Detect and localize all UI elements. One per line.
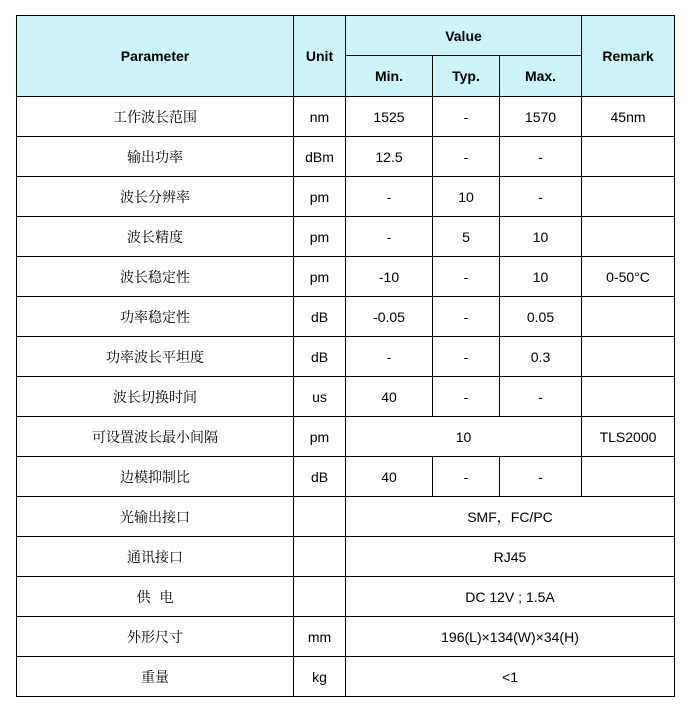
param-cell: 功率稳定性 [17,297,294,337]
header-value: Value [346,16,582,56]
min-cell: - [346,217,433,257]
table-row [17,377,675,417]
unit-cell [294,497,346,537]
unit-cell: dB [294,337,346,377]
table-row [17,257,675,297]
remark-cell [582,457,675,497]
unit-cell: mm [294,617,346,657]
unit-cell: pm [294,257,346,297]
table-row [17,337,675,377]
table-row [17,217,675,257]
table-row [17,137,675,177]
remark-cell [582,177,675,217]
param-cell: 输出功率 [17,137,294,177]
table-row [17,417,675,457]
min-cell: - [346,337,433,377]
table-row [17,297,675,337]
param-cell: 工作波长范围 [17,97,294,137]
unit-cell: kg [294,657,346,697]
value-cell: <1 [346,657,675,697]
min-cell: - [346,177,433,217]
header-remark: Remark [582,16,675,97]
max-cell: 0.3 [500,337,582,377]
max-cell: - [500,377,582,417]
table-row [17,577,675,617]
param-cell: 光输出接口 [17,497,294,537]
spec-table [16,15,675,697]
remark-cell [582,297,675,337]
unit-cell: nm [294,97,346,137]
unit-cell [294,537,346,577]
param-cell: 重量 [17,657,294,697]
table-row [17,457,675,497]
unit-cell: pm [294,417,346,457]
value-cell: 196(L)×134(W)×34(H) [346,617,675,657]
max-cell: - [500,177,582,217]
remark-cell [582,137,675,177]
min-cell: -0.05 [346,297,433,337]
remark-cell [582,217,675,257]
unit-cell: pm [294,177,346,217]
unit-cell: pm [294,217,346,257]
unit-cell: dB [294,457,346,497]
param-cell: 边模抑制比 [17,457,294,497]
typ-cell: 5 [433,217,500,257]
param-cell: 波长精度 [17,217,294,257]
table-row [17,497,675,537]
unit-cell: dBm [294,137,346,177]
max-cell: 10 [500,257,582,297]
param-cell: 波长切换时间 [17,377,294,417]
header-typ: Typ. [433,56,500,97]
table-row [17,657,675,697]
min-cell: 1525 [346,97,433,137]
table-row [17,97,675,137]
header-unit: Unit [294,16,346,97]
typ-cell: 10 [433,177,500,217]
remark-cell [582,337,675,377]
table-row [17,177,675,217]
max-cell: 10 [500,217,582,257]
typ-cell: - [433,337,500,377]
unit-cell [294,577,346,617]
header-max: Max. [500,56,582,97]
param-cell: 供 电 [17,577,294,617]
max-cell: - [500,457,582,497]
remark-cell [582,377,675,417]
value-cell: RJ45 [346,537,675,577]
typ-cell: - [433,97,500,137]
unit-cell: dB [294,297,346,337]
min-cell: 40 [346,457,433,497]
remark-cell: 0-50°C [582,257,675,297]
typ-cell: - [433,297,500,337]
param-cell: 波长稳定性 [17,257,294,297]
param-cell: 外形尺寸 [17,617,294,657]
param-cell: 功率波长平坦度 [17,337,294,377]
table-row [17,617,675,657]
typ-cell: - [433,257,500,297]
min-cell: 12.5 [346,137,433,177]
min-cell: -10 [346,257,433,297]
remark-cell: 45nm [582,97,675,137]
value-cell: SMF，FC/PC [346,497,675,537]
max-cell: 0.05 [500,297,582,337]
typ-cell: - [433,137,500,177]
header-row [17,16,675,56]
value-cell: 10 [346,417,582,457]
header-parameter: Parameter [17,16,294,97]
unit-cell: us [294,377,346,417]
max-cell: 1570 [500,97,582,137]
param-cell: 可设置波长最小间隔 [17,417,294,457]
remark-cell: TLS2000 [582,417,675,457]
header-min: Min. [346,56,433,97]
table-row [17,537,675,577]
param-cell: 通讯接口 [17,537,294,577]
value-cell: DC 12V ; 1.5A [346,577,675,617]
typ-cell: - [433,377,500,417]
max-cell: - [500,137,582,177]
param-cell: 波长分辨率 [17,177,294,217]
min-cell: 40 [346,377,433,417]
typ-cell: - [433,457,500,497]
